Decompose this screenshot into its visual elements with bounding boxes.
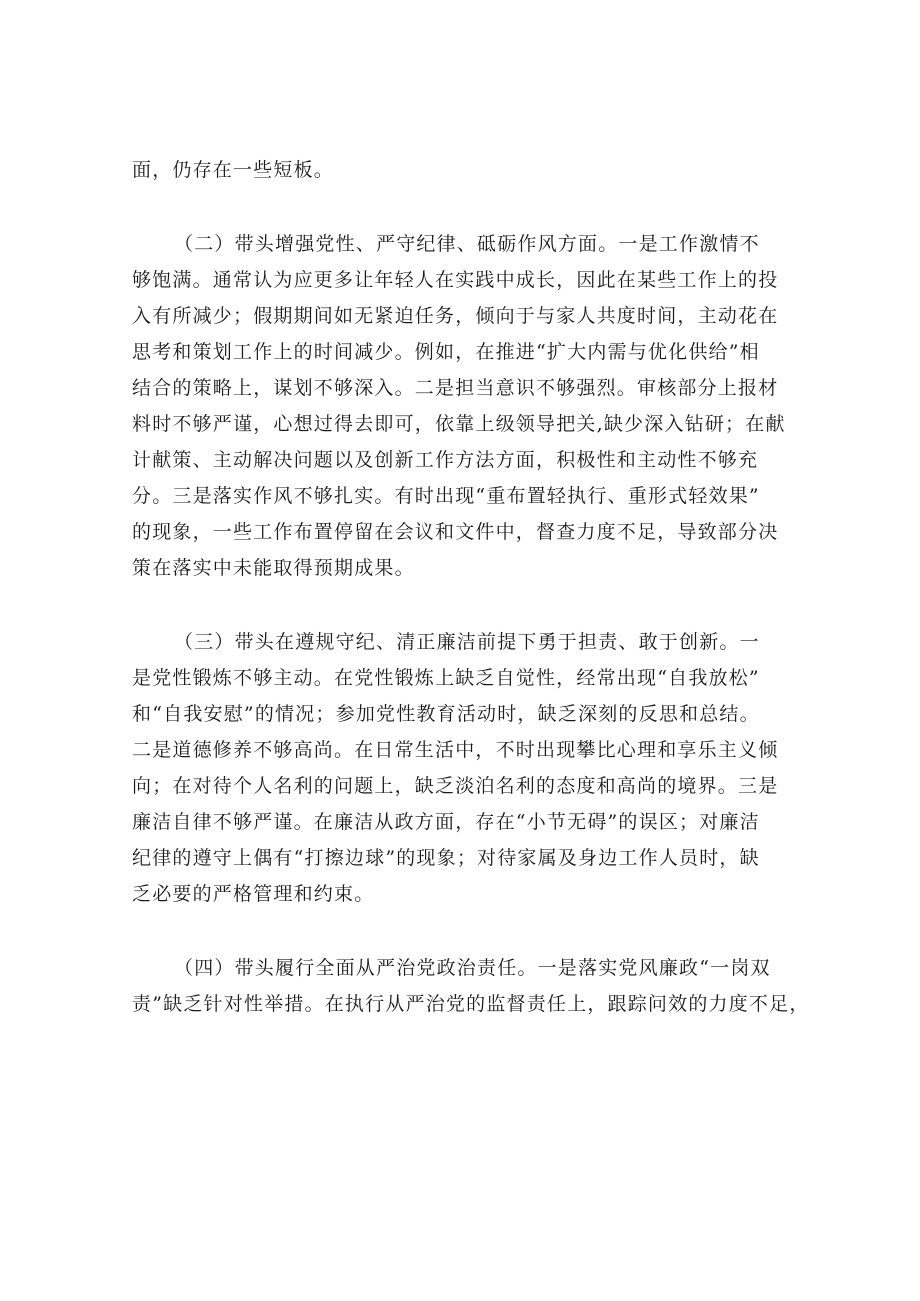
text-line: 乏必要的严格管理和约束。 — [132, 883, 375, 905]
paragraph-gap — [132, 586, 792, 624]
text-line: 计献策、主动解决问题以及创新工作方法方面，积极性和主动性不够充 — [132, 449, 759, 471]
text-line: 料时不够严谨，心想过得去即可，依靠上级领导把关,缺少深入钻研；在献 — [132, 413, 786, 435]
text-line: （二）带头增强党性、严守纪律、砥砺作风方面。一是工作激情不 — [174, 233, 760, 255]
text-line: 纪律的遵守上偶有“打擦边球”的现象；对待家属及身边工作人员时，缺 — [132, 847, 760, 869]
text-line: 向；在对待个人名利的问题上，缺乏淡泊名利的态度和高尚的境界。三是 — [132, 775, 779, 797]
text-line: 二是道德修养不够高尚。在日常生活中，不时出现攀比心理和享乐主义倾 — [132, 739, 779, 761]
paragraph-section-4 — [132, 950, 810, 1022]
paragraph-section-2 — [132, 226, 792, 586]
paragraph-continuation — [132, 152, 792, 188]
paragraph-section-3 — [132, 624, 792, 912]
text-line: 分。三是落实作风不够扎实。有时出现“重布置轻执行、重形式轻效果” — [132, 485, 760, 507]
text-line: 是党性锻炼不够主动。在党性锻炼上缺乏自觉性，经常出现“自我放松” — [132, 667, 760, 689]
text-line: 结合的策略上，谋划不够深入。二是担当意识不够强烈。审核部分上报材 — [132, 377, 779, 399]
paragraph-gap — [132, 912, 792, 950]
text-line: 思考和策划工作上的时间减少。例如，在推进“扩大内需与优化供给”相 — [132, 341, 760, 363]
text-line: 的现象，一些工作布置停留在会议和文件中，督查力度不足，导致部分决 — [132, 521, 779, 543]
text-line: 面，仍存在一些短板。 — [132, 159, 335, 181]
text-line: （四）带头履行全面从严治党政治责任。一是落实党风廉政“一岗双 — [174, 957, 771, 979]
text-line: 廉洁自律不够严谨。在廉洁从政方面，存在“小节无碍”的误区；对廉洁 — [132, 811, 760, 833]
text-line: （三）带头在遵规守纪、清正廉洁前提下勇于担责、敢于创新。一 — [174, 631, 760, 653]
text-line: 责”缺乏针对性举措。在执行从严治党的监督责任上，跟踪问效的力度不足， — [132, 993, 810, 1015]
paragraph-gap — [132, 188, 792, 226]
text-line: 入有所减少；假期期间如无紧迫任务，倾向于与家人共度时间，主动花在 — [132, 305, 779, 327]
text-line: 够饱满。通常认为应更多让年轻人在实践中成长，因此在某些工作上的投 — [132, 269, 779, 291]
text-line: 策在落实中未能取得预期成果。 — [132, 557, 415, 579]
text-line: 和“自我安慰”的情况；参加党性教育活动时，缺乏深刻的反思和总结。 — [132, 703, 760, 725]
document-body — [132, 152, 810, 1022]
